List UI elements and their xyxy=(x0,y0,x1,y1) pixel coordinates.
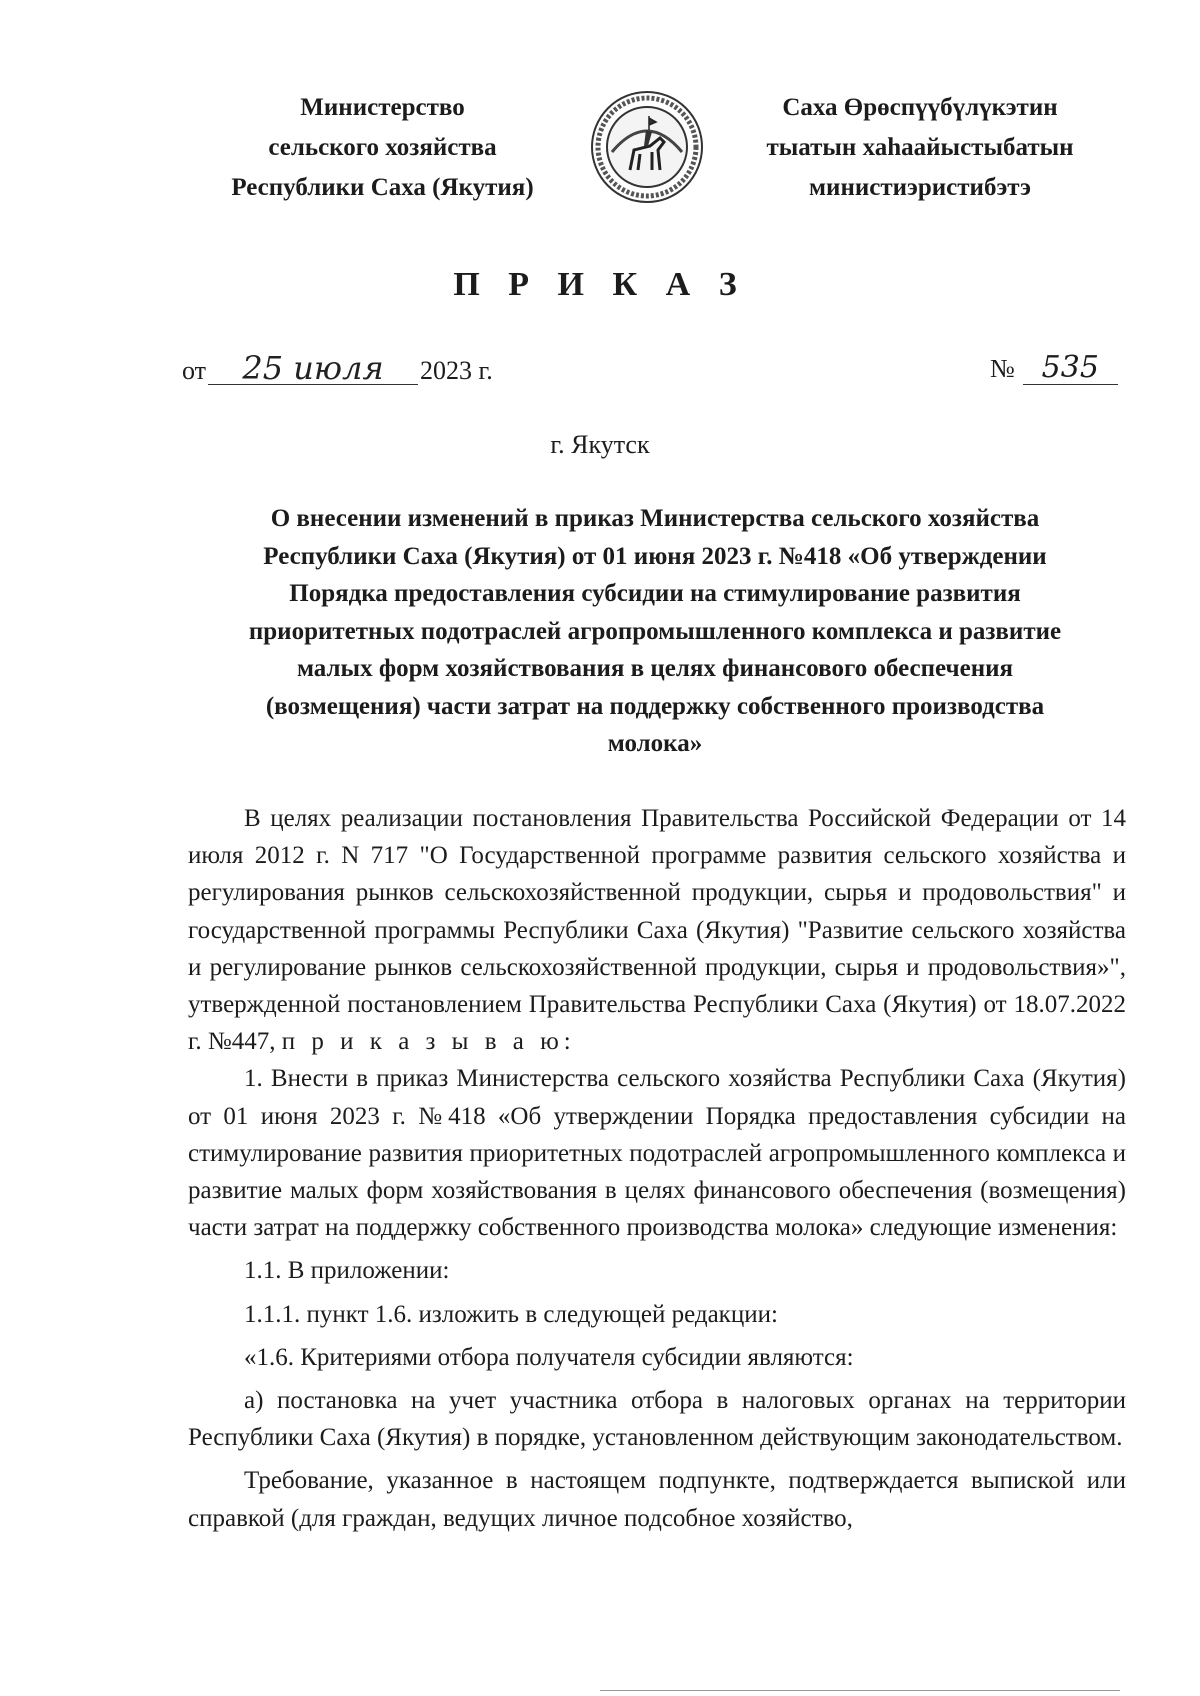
order-date xyxy=(182,349,493,392)
clause-1-1-1: 1.1.1. пункт 1.6. изложить в следующей редакции: xyxy=(244,1300,778,1328)
subject-line: Республики Саха (Якутия) от 01 июня 2023 г. №418 «Об утверждении xyxy=(263,542,1047,570)
document-title: П Р И К А З xyxy=(453,266,747,303)
preamble-text: В целях реализации постановления Правительства Российской Федерации от 14 июля 2012 г. N 717 "О Государственной программе развития сельского хозяйства и регулирования рынков сельскохозяйственной продукции, сырья и продовольствия" и государственной программы Республики Саха (Якутия) "Развитие сельского хозяйства и регулирование рынков сельскохозяйственной продукции, сырья и продовольствия»", утвержденной постановлением Правительства Республики Саха (Якутия) от 18.07.2022 г. №447, xyxy=(188,805,1126,1056)
subject-line: молока» xyxy=(607,730,703,757)
number-sign: № xyxy=(990,354,1015,383)
order-verb: п р и к а з ы в а ю: xyxy=(281,1028,576,1056)
order-body xyxy=(188,800,1126,1537)
subject-line: О внесении изменений в приказ Министерства сельского хозяйства xyxy=(270,505,1040,532)
header-left-line: Республики Саха (Якутия) xyxy=(231,174,534,201)
clause-1-6: «1.6. Критериями отбора получателя субсидии являются: xyxy=(244,1343,854,1371)
ministry-name-russian xyxy=(190,88,575,208)
subject-line: малых форм хозяйствования в целях финансового обеспечения xyxy=(296,655,1014,682)
header-right-line: Саха Өрөспүүбүлүкэтин xyxy=(782,94,1058,121)
footer-divider xyxy=(600,1690,1120,1691)
clause-1-1: 1.1. В приложении: xyxy=(244,1257,450,1285)
order-number xyxy=(990,352,1118,385)
preamble-paragraph xyxy=(188,800,1126,1060)
clause-1: 1. Внести в приказ Министерства сельского хозяйства Республики Саха (Якутия) от 01 июня 2023 г. №418 «Об утверждении Порядка предоставления субсидии на стимулирование развития приоритетных подотраслей агропромышленного комплекса и развитие малых форм хозяйствования в целях финансового обеспечения (возмещения) части затрат на поддержку собственного производства молока» следующие изменения: xyxy=(188,1065,1126,1242)
header-left-line: Министерство xyxy=(300,94,465,121)
requirement-paragraph: Требование, указанное в настоящем подпункте, подтверждается выпиской или справкой (для граждан, ведущих личное подсобное хозяйство, xyxy=(188,1467,1126,1532)
date-year: 2023 г. xyxy=(420,356,493,385)
subject-line: приоритетных подотраслей агропромышленного комплекса и развитие xyxy=(248,617,1062,645)
header-right-line: тыатын хаһаайыстыбатын xyxy=(766,134,1074,161)
handwritten-date: 25 июля xyxy=(208,352,418,385)
header-right-line: министиэристибэтэ xyxy=(809,174,1031,201)
coat-of-arms-emblem xyxy=(590,90,704,204)
ministry-name-yakut xyxy=(725,88,1115,208)
criterion-a: а) постановка на учет участника отбора в налоговых органах на территории Республики Саха (Якутия) в порядке, установленном действующим законодательством. xyxy=(188,1387,1126,1452)
date-prefix: от xyxy=(182,356,207,385)
city-name: г. Якутск xyxy=(550,430,650,459)
header-left-line: сельского хозяйства xyxy=(268,134,497,161)
order-subject xyxy=(190,500,1120,763)
subject-line: (возмещения) части затрат на поддержку собственного производства xyxy=(265,692,1045,720)
handwritten-number: 535 xyxy=(1023,352,1118,385)
subject-line: Порядка предоставления субсидии на стимулирование развития xyxy=(289,580,1021,607)
